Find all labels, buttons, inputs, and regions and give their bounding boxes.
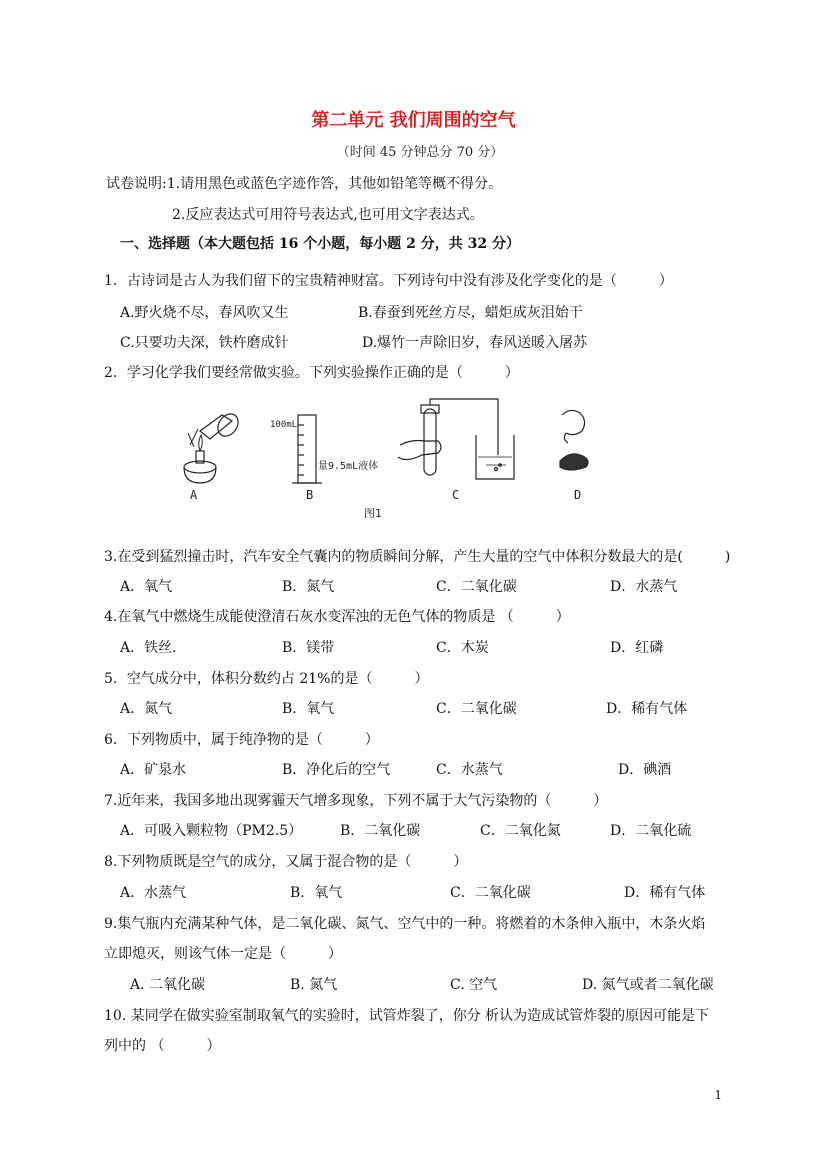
- question-9-option-a: A. 二氧化碳: [130, 977, 206, 993]
- figure-d-hand: [560, 410, 588, 470]
- question-9-stem: 9.集气瓶内充满某种气体，是二氧化碳、氮气、空气中的一种。将燃着的木条伸入瓶中，木条火焰: [104, 916, 706, 932]
- question-4-option-d: D．红磷: [610, 640, 664, 656]
- question-9-option-c: C. 空气: [450, 977, 498, 993]
- question-7-option-a: A．可吸入颗粒物（PM2.5）: [120, 823, 303, 839]
- instruction-1: 试卷说明:1.请用黑色或蓝色字迹作答，其他如铅笔等概不得分。: [106, 176, 503, 192]
- section-heading: 一、选择题（本大题包括 16 个小题，每小题 2 分，共 32 分）: [120, 236, 520, 252]
- page-number: 1: [714, 1088, 722, 1102]
- question-3-option-d: D．水蒸气: [610, 579, 678, 595]
- question-4-stem: 4.在氧气中燃烧生成能使澄清石灰水变浑浊的无色气体的物质是 （ ）: [104, 609, 570, 625]
- question-7-stem: 7.近年来，我国多地出现雾霾天气增多现象，下列不属于大气污染物的（ ）: [104, 793, 608, 809]
- question-6-option-d: D．碘酒: [618, 762, 672, 778]
- question-6-option-b: B．净化后的空气: [282, 762, 391, 778]
- question-3-option-c: C．二氧化碳: [436, 579, 517, 595]
- figure-b-cylinder-top: 100mL: [270, 420, 298, 430]
- question-7-option-b: B．二氧化碳: [340, 823, 421, 839]
- figure-b-cylinder-text: 量9.5mL液体: [318, 461, 379, 472]
- question-6-option-c: C．水蒸气: [436, 762, 503, 778]
- question-5-option-d: D．稀有气体: [606, 701, 688, 717]
- question-9-stem-continued: 立即熄灭，则该气体一定是（ ）: [104, 946, 342, 962]
- question-8-option-c: C．二氧化碳: [450, 885, 531, 901]
- question-4-option-c: C．木炭: [436, 640, 489, 656]
- question-8-option-d: D．稀有气体: [624, 885, 706, 901]
- question-1-option-a: A.野火烧不尽，春风吹又生: [120, 305, 289, 321]
- question-9-option-d: D. 氮气或者二氧化碳: [582, 977, 714, 993]
- page-subtitle: （时间 45 分钟总分 70 分）: [336, 145, 504, 160]
- question-7-option-c: C．二氧化氮: [480, 823, 561, 839]
- figure-label-d: D: [574, 488, 582, 502]
- question-9-option-b: B. 氮气: [290, 977, 338, 993]
- instruction-2: 2.反应表达式可用符号表达式,也可用文字表达式。: [172, 207, 484, 223]
- question-4-option-a: A．铁丝.: [120, 640, 177, 656]
- question-1-option-d: D.爆竹一声除旧岁，春风送暖入屠苏: [362, 335, 588, 351]
- question-1-option-b: B.春蚕到死丝方尽，蜡炬成灰泪始干: [358, 305, 583, 321]
- question-10-stem: 10. 某同学在做实验室制取氧气的实验时，试管炸裂了，你分 析认为造成试管炸裂的原因可能是下: [104, 1008, 710, 1024]
- question-1-option-c: C.只要功夫深，铁杵磨成针: [120, 335, 289, 351]
- figure-label-c: C: [452, 488, 460, 502]
- question-8-stem: 8.下列物质既是空气的成分，又属于混合物的是（ ）: [104, 854, 468, 870]
- question-6-option-a: A．矿泉水: [120, 762, 187, 778]
- question-6-stem: 6．下列物质中，属于纯净物的是（ ）: [104, 732, 379, 748]
- figure-label-a: A: [190, 488, 198, 502]
- question-8-option-a: A．水蒸气: [120, 885, 187, 901]
- question-3-stem: 3.在受到猛烈撞击时，汽车安全气囊内的物质瞬间分解，产生大量的空气中体积分数最大的是( ): [104, 549, 731, 565]
- figure-label-b: B: [306, 488, 314, 502]
- question-7-option-d: D．二氧化硫: [610, 823, 692, 839]
- question-3-option-a: A．氧气: [120, 579, 173, 595]
- question-3-option-b: B．氮气: [282, 579, 335, 595]
- question-2-stem: 2．学习化学我们要经常做实验。下列实验操作正确的是（ ）: [104, 365, 519, 381]
- question-10-stem-continued: 列中的 （ ）: [104, 1038, 221, 1054]
- page-title: 第二单元 我们周围的空气: [311, 110, 516, 131]
- experiment-figure: [170, 395, 610, 525]
- question-5-stem: 5．空气成分中，体积分数约占 21%的是（ ）: [104, 671, 429, 687]
- figure-c-airtightness: [398, 399, 514, 479]
- question-5-option-c: C．二氧化碳: [436, 701, 517, 717]
- question-5-option-a: A．氮气: [120, 701, 173, 717]
- question-4-option-b: B．镁带: [282, 640, 335, 656]
- figure-caption: 图1: [364, 507, 382, 520]
- question-1-stem: 1．古诗词是古人为我们留下的宝贵精神财富。下列诗句中没有涉及化学变化的是（ ）: [104, 273, 673, 289]
- figure-a-alcohol-lamp: [184, 410, 242, 483]
- question-8-option-b: B．氧气: [290, 885, 343, 901]
- question-5-option-b: B．氧气: [282, 701, 335, 717]
